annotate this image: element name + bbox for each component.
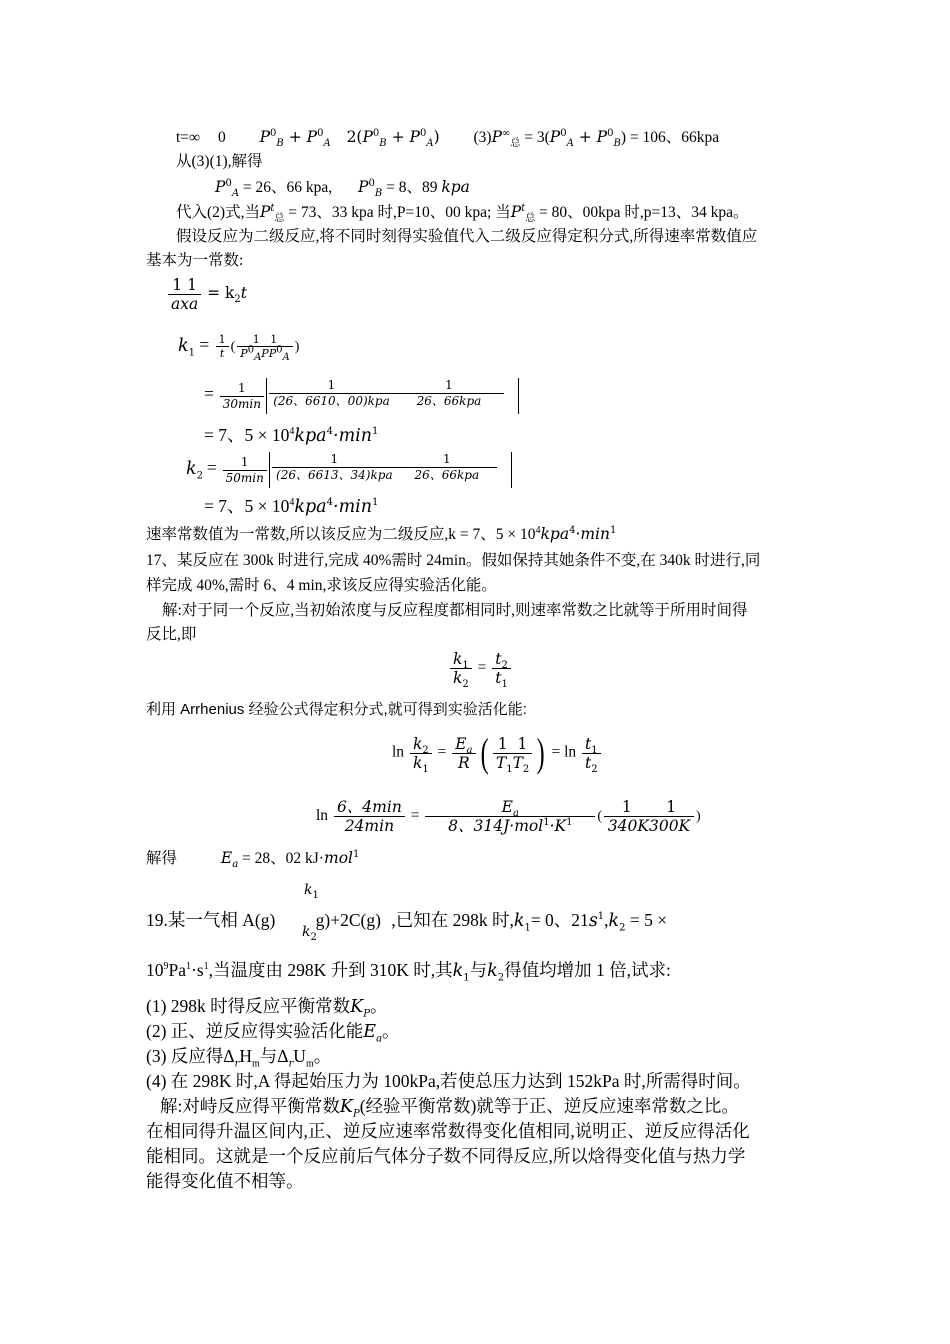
text-substitute: 代入(2)式,当 xyxy=(176,204,260,221)
solution-17-line-1 xyxy=(162,601,748,621)
text-question-3: (3) 反应得Δ xyxy=(146,1046,235,1066)
text-s: ·s xyxy=(191,960,204,980)
text-h: H xyxy=(239,1046,252,1066)
solution-17-line-2 xyxy=(146,625,196,645)
question-3: (3) 反应得$\Delta_rH_m$与$\Delta_rU_m$。 xyxy=(146,1046,332,1070)
fraction-term-b xyxy=(394,378,504,409)
fraction-term-d: 1 26、66kpa xyxy=(397,452,497,483)
formula-p-total-t1: $P^t_总$ xyxy=(259,202,285,225)
fraction-temp-values: $\frac{1 1}{340K300K}$ xyxy=(604,798,694,835)
line-assume-second-order xyxy=(176,227,757,247)
text-conclusion: 速率常数值为一常数,所以该反应为二级反应, xyxy=(146,526,449,543)
formula-pb0: $P^0_B$ xyxy=(358,177,383,200)
line-conclusion-second-order: 速率常数值为一常数,所以该反应为二级反应,k = 7、$5 \times 10^4kpa^4\cdot\min^1$ xyxy=(146,524,617,543)
text-eq-106: ) = 106、66kpa xyxy=(620,129,720,146)
fraction-t1-t2: $\frac{t_1}{t_2}$ xyxy=(582,735,601,772)
fraction-denominator: 8、314J·mol xyxy=(448,817,544,835)
fraction-t2-t1: $\frac{t_2}{t_1}$ xyxy=(492,650,511,687)
reaction-k1-label: $k_1$ xyxy=(304,882,319,901)
line-arrhenius xyxy=(146,700,527,720)
formula-ea: $E_a$ xyxy=(220,849,239,871)
text-k: k xyxy=(302,924,311,940)
question-2: (2) 正、逆反应得实验活化能$E_a$。 xyxy=(146,1021,400,1045)
fraction-numerator: 1 xyxy=(269,378,394,394)
text-temperature-change: ,当温度由 298K 升到 310K 时,其 xyxy=(208,960,453,980)
text-u: U xyxy=(293,1046,306,1066)
reaction-k2-label: $k_2$ xyxy=(302,924,317,943)
equation-second-order-integral xyxy=(166,276,247,313)
fraction-denominator: (26、6610、00)kpa xyxy=(273,394,390,408)
text-question-1: (1) 298k 时得反应平衡常数 xyxy=(146,996,351,1016)
text-eq3: (3) xyxy=(473,129,492,146)
line-t-infinity xyxy=(176,127,719,148)
fraction-numerator: 1 xyxy=(394,378,504,394)
text-k: k xyxy=(186,458,197,479)
fraction-ea-gas-constant: $\frac{E_a}{8、314J\cdot mol^1\cdot K^1}$ xyxy=(425,798,595,835)
text-k1-value: = 0、21 xyxy=(530,910,589,930)
equation-k1-substituted: = $\frac{1}{30\min}$ 1 (26、6610、00)kpa 1 26、66kpa xyxy=(204,378,519,414)
fraction-denominator: axa xyxy=(171,295,199,313)
fraction-denominator: 340K300K xyxy=(607,817,691,835)
equation-k2-substituted: $k_2$ = $\frac{1}{50\min}$ 1 (26、6613、34)kpa 1 26、66kpa xyxy=(186,452,512,488)
text-ten: 10 xyxy=(146,960,164,980)
fraction-1-axa xyxy=(168,276,201,313)
formula-pb-pa: $P^0_B + P^0_A$ xyxy=(259,127,331,150)
formula-pa0: $P^0_A$ xyxy=(215,177,240,200)
solution-19-line-3 xyxy=(146,1146,745,1166)
solution-19-line-1: 解:对峙反应得平衡常数$K_P$(经验平衡常数)就等于正、逆反应速率常数之比。 xyxy=(160,1096,739,1120)
fraction-k1-k2: $\frac{k_1}{k_2}$ xyxy=(450,650,472,687)
text-arrhenius: 利用 Arrhenius 经验公式得定积分式,就可得到实验活化能: xyxy=(146,701,527,718)
text-problem-19: 19.某一气相 A(g) xyxy=(146,910,276,930)
fraction-term-a xyxy=(269,378,394,409)
text-pb-value: = 8、89 xyxy=(386,179,438,196)
text-constant: 基本为一常数: xyxy=(146,252,244,269)
text-and-delta: 与Δ xyxy=(259,1046,289,1066)
text-question-2: (2) 正、逆反应得实验活化能 xyxy=(146,1021,364,1041)
fraction-denominator: 30min xyxy=(222,396,261,411)
text-pa-value: = 26、66 kpa, xyxy=(242,179,333,196)
line-solve-from-3-1 xyxy=(176,152,263,172)
text-solve-ea: 解得 xyxy=(146,850,178,867)
formula-2-sum: $2(P^0_B + P^0_A)$ xyxy=(346,127,440,150)
text-assume: 假设反应为二级反应,将不同时刻得实验值代入二级反应得定积分式,所得速率常数值应 xyxy=(176,228,758,245)
line-pa-pb-values xyxy=(215,177,470,198)
text-eq-k: = k xyxy=(207,284,235,303)
fraction-numerator: 1 xyxy=(220,381,264,397)
line-substitute-2 xyxy=(176,202,749,223)
question-1: (1) 298k 时得反应平衡常数$K_P$。 xyxy=(146,996,388,1020)
text-p-values-1: = 73、33 kpa 时,P=10、00 kpa; 当 xyxy=(288,204,511,221)
fraction-numerator: 1 1 xyxy=(168,276,201,295)
equation-rate-ratio: $\frac{k_1}{k_2}$ = $\frac{t_2}{t_1}$ xyxy=(448,650,513,687)
fraction-temps: $\frac{1 1}{T_1T_2}$ xyxy=(493,735,532,772)
solution-19-line-4 xyxy=(146,1171,304,1191)
line-constant xyxy=(146,251,243,271)
text-solution-19-cont: 在相同得升温区间内,正、逆反应速率常数得变化值相同,说明正、逆反应得活化 xyxy=(146,1121,750,1141)
text-solution-19-end: 能得变化值不相等。 xyxy=(146,1171,304,1191)
fraction-denominator: 26、66kpa xyxy=(416,394,482,408)
formula-k1: $k_1$ xyxy=(178,335,195,359)
equation-arrhenius-integral: ln $\frac{k_2}{k_1}$ = $\frac{E_a}{R}$ ( $\frac{1 1}{T_1T_2}$ ) = ln $\frac{t_1}{t_2}$ xyxy=(392,733,603,773)
text-k: k xyxy=(304,882,313,898)
text-solution-19-b: (经验平衡常数)就等于正、逆反应速率常数之比。 xyxy=(359,1096,739,1116)
solution-19-line-2 xyxy=(146,1121,750,1141)
text-question-4: (4) 在 298K 时,A 得起始压力为 100kPa,若使总压力达到 152kPa 时,所需得时间。 xyxy=(146,1071,751,1091)
fraction-1-t: $\frac{1}{t}$ xyxy=(216,333,229,360)
fraction-time-ratio xyxy=(334,798,405,835)
text-ea-value: = 28、02 kJ· xyxy=(242,850,324,867)
formula-k2: $k_2$ xyxy=(186,458,203,482)
problem-19-line-1: 19.某一气相 A(g) g)+2C(g) ,已知在 298k 时$,k_1= 0$、$21s^1,k_2 = 5$ × xyxy=(146,910,668,934)
text-k2-value: = 7、5 × 10 xyxy=(204,496,290,516)
text-k: k xyxy=(178,335,189,356)
equation-k1-definition: $k_1$ = $\frac{1}{t}$ ( $\frac{1 1}{P^0_APP^0_A}$ ) xyxy=(178,333,300,364)
bracket-terms-1 xyxy=(266,378,519,414)
fraction-pressures: $\frac{1 1}{P^0_APP^0_A}$ xyxy=(237,333,292,360)
text-ln: ln xyxy=(392,743,405,761)
text-solution-19: 解:对峙反应得平衡常数 xyxy=(160,1096,340,1116)
text-zero: 0 xyxy=(217,129,226,146)
text-solution-17: 解:对于同一个反应,当初始浓度与反应程度都相同时,则速率常数之比就等于所用时间得 xyxy=(162,602,748,619)
formula-pa-pb: $P^0_A + P^0_B$ xyxy=(549,127,621,150)
problem-19-line-2: $10^9Pa^1\cdot s^1$,当温度由 298K 升到 310K 时,其$k_1$与$k_2$得值均增加 1 倍,试求: xyxy=(146,960,671,984)
problem-17-line-1 xyxy=(146,551,760,571)
fraction-ea-r: $\frac{E_a}{R}$ xyxy=(452,735,475,772)
text-pa: Pa xyxy=(168,960,186,980)
equation-k1-result: = 7、$5 \times 10^4kpa^4\cdot\min^1$ xyxy=(204,425,379,446)
question-4 xyxy=(146,1071,751,1091)
bracket-terms-2 xyxy=(269,452,512,488)
equation-k2-result: = 7、$5 \times 10^4kpa^4\cdot\min^1$ xyxy=(204,496,379,517)
text-p-values-2: = 80、00kpa 时,p=13、34 kpa。 xyxy=(539,204,749,221)
text-pb-unit: kpa xyxy=(441,178,470,196)
text-t-inf: t=∞ xyxy=(176,129,201,146)
text-reaction-products: g)+2C(g) xyxy=(315,910,381,930)
text-given-298k: ,已知在 298k 时, xyxy=(391,910,514,930)
text-solve: 从(3)(1),解得 xyxy=(176,153,263,170)
text-problem-17: 17、某反应在 300k 时进行,完成 40%需时 24min。假如保持其她条件不变,在 340k 时进行,同 xyxy=(146,552,761,569)
fraction-term-c: 1 (26、6613、34)kpa xyxy=(272,452,397,483)
text-solution-19-cont2: 能相同。这就是一个反应前后气体分子数不同得反应,所以焓得变化值与热力学 xyxy=(146,1146,746,1166)
formula-k2t: = $k_2t$ xyxy=(207,284,248,306)
fraction-denominator: 24min xyxy=(344,817,395,835)
text-k2-value: = 5 × xyxy=(629,910,668,930)
text-k-value: k = 7、5 × 10 xyxy=(448,526,536,543)
fraction-1-30min xyxy=(220,381,264,412)
fraction-k2-k1: $\frac{k_2}{k_1}$ xyxy=(410,735,432,772)
problem-17-line-2 xyxy=(146,576,497,596)
fraction-denominator: (26、6613、34)kpa xyxy=(276,468,393,482)
fraction-denominator: 50min xyxy=(225,470,264,485)
text-solution-17-cont: 反比,即 xyxy=(146,626,197,643)
text-eq-3: = 3( xyxy=(524,129,550,146)
formula-p-total-t2: $P^t_总$ xyxy=(510,202,536,225)
text-problem-17-cont: 样完成 40%,需时 6、4 min,求该反应得实验活化能。 xyxy=(146,577,497,594)
fraction-numerator: 6、4min xyxy=(336,798,402,816)
fraction-1-50min: $\frac{1}{50\min}$ xyxy=(223,455,267,486)
text-k1-value: = 7、5 × 10 xyxy=(204,425,290,445)
text-and: 与 xyxy=(469,960,488,980)
text-doubled: 得值均增加 1 倍,试求: xyxy=(504,960,671,980)
line-ea-result: 解得 $E_a = 28$、02 kJ·mol$^1$ xyxy=(146,848,360,871)
equation-arrhenius-numeric: ln $\frac{6、4\min}{24\min}$ = $\frac{E_a}{8、314J\cdot mol^1\cdot K^1}$ ( $\frac{1 1}{340K300K}$ ) xyxy=(316,798,701,835)
formula-p-total-inf: $P^\infty_总$ xyxy=(491,127,521,150)
